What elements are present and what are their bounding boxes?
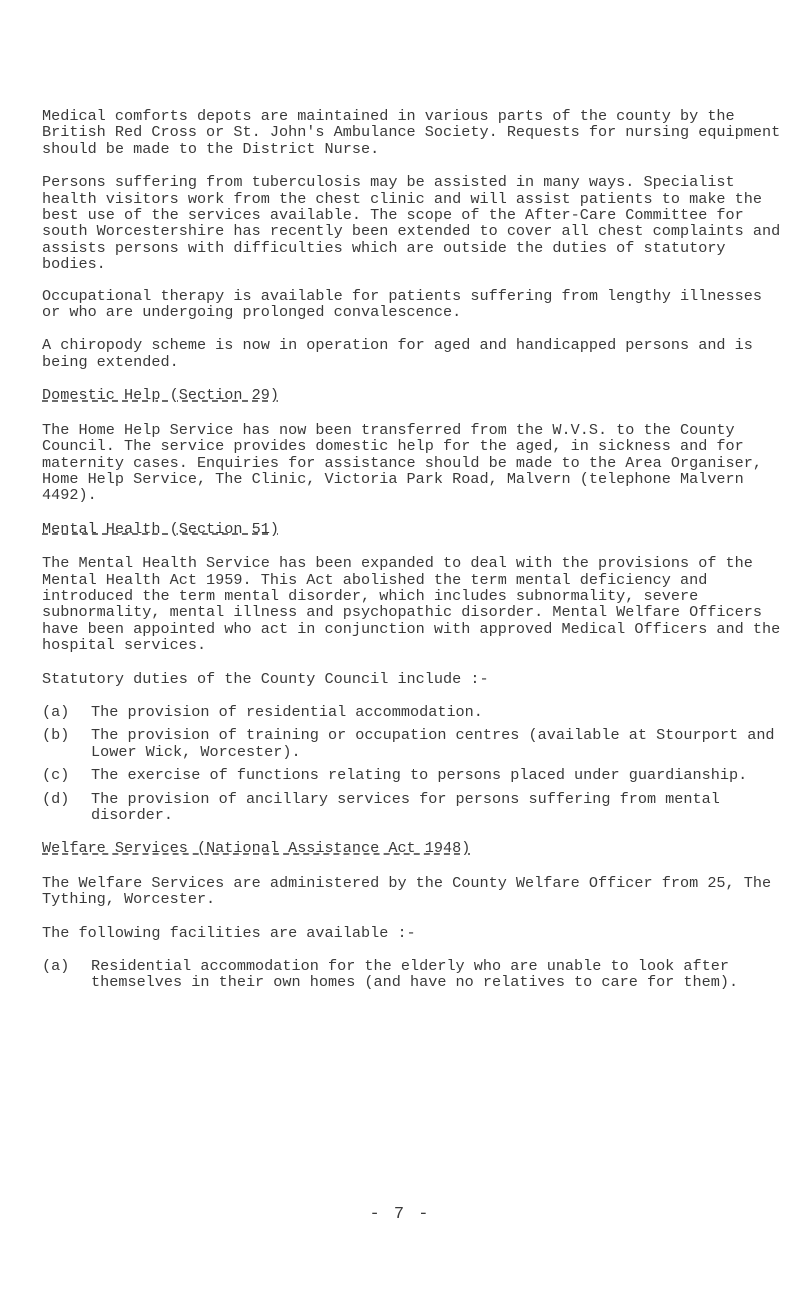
- document-page: [42, 108, 787, 998]
- page-number: - 7 -: [369, 1205, 431, 1224]
- paragraph-tuberculosis: Persons suffering from tuberculosis may be assisted in many ways. Specialist health visitors work from the chest clinic and will assist patients to make the best use of the services available. The scope of the After-Care Committee for south Worcestershire has recently been extended to cover all chest complaints and assists persons with difficulties which are outside the duties of statutory bodies.: [42, 173, 781, 274]
- list-item-label: (a): [42, 957, 70, 976]
- list-item-text: The provision of training or occupation centres (available at Stourport and Lower Wick, Worcester).: [91, 726, 775, 761]
- paragraph-occupational-therapy: Occupational therapy is available for patients suffering from lengthy illnesses or who are undergoing prolonged convalescence.: [42, 286, 763, 322]
- heading-welfare-services: Welfare Services (National Assistance Act 1948): [42, 839, 471, 858]
- list-item-text: Residential accommodation for the elderly who are unable to look after themselves in their own homes (and have no relatives to care for them).: [91, 957, 739, 992]
- list-item: [42, 727, 787, 760]
- list-item-label: (b): [42, 726, 70, 745]
- list-item-text: The provision of ancillary services for persons suffering from mental disorder.: [91, 789, 720, 824]
- list-item: [42, 704, 787, 720]
- list-item-label: (a): [42, 702, 70, 721]
- paragraph-domestic-help: The Home Help Service has now been transferred from the W.V.S. to the County Council. The service provides domestic help for the aged, in sickness and for maternity cases. Enquiries for assistance should be made to the Area Organiser, Home Help Service, The Clinic, Victoria Park Road, Malvern (telephone Malvern 4492).: [42, 420, 763, 505]
- list-item-label: (d): [42, 789, 70, 808]
- paragraph-statutory-duties: Statutory duties of the County Council include :-: [42, 669, 489, 688]
- list-item: [42, 767, 787, 783]
- paragraph-chiropody: A chiropody scheme is now in operation for aged and handicapped persons and is being extended.: [42, 336, 753, 371]
- heading-domestic-help: Domestic Help (Section 29): [42, 386, 279, 405]
- list-item-text: The provision of residential accommodation.: [91, 702, 483, 721]
- list-statutory-duties: [42, 704, 787, 823]
- paragraph-facilities: The following facilities are available :-: [42, 923, 416, 942]
- list-item-text: The exercise of functions relating to persons placed under guardianship.: [91, 766, 748, 785]
- list-item-label: (c): [42, 766, 70, 785]
- paragraph-medical-comforts: Medical comforts depots are maintained in various parts of the county by the British Red Cross or St. John's Ambulance Society. Requests for nursing equipment should be made to the District Nurse.: [42, 107, 781, 158]
- paragraph-mental-health: The Mental Health Service has been expanded to deal with the provisions of the Mental Health Act 1959. This Act abolished the term mental deficiency and introduced the term mental disorder, which includes subnormality, severe subnormality, mental illness and psychopathic disorder. Mental Welfare Officers have been appointed who act in conjunction with approved Medical Officers and the hospital services.: [42, 554, 781, 655]
- list-item: [42, 958, 787, 991]
- paragraph-welfare-services: The Welfare Services are administered by the County Welfare Officer from 25, The Tything, Worcester.: [42, 873, 772, 909]
- list-item: [42, 791, 787, 824]
- heading-mental-health: Mental Health (Section 51): [42, 519, 279, 538]
- list-facilities: [42, 958, 787, 991]
